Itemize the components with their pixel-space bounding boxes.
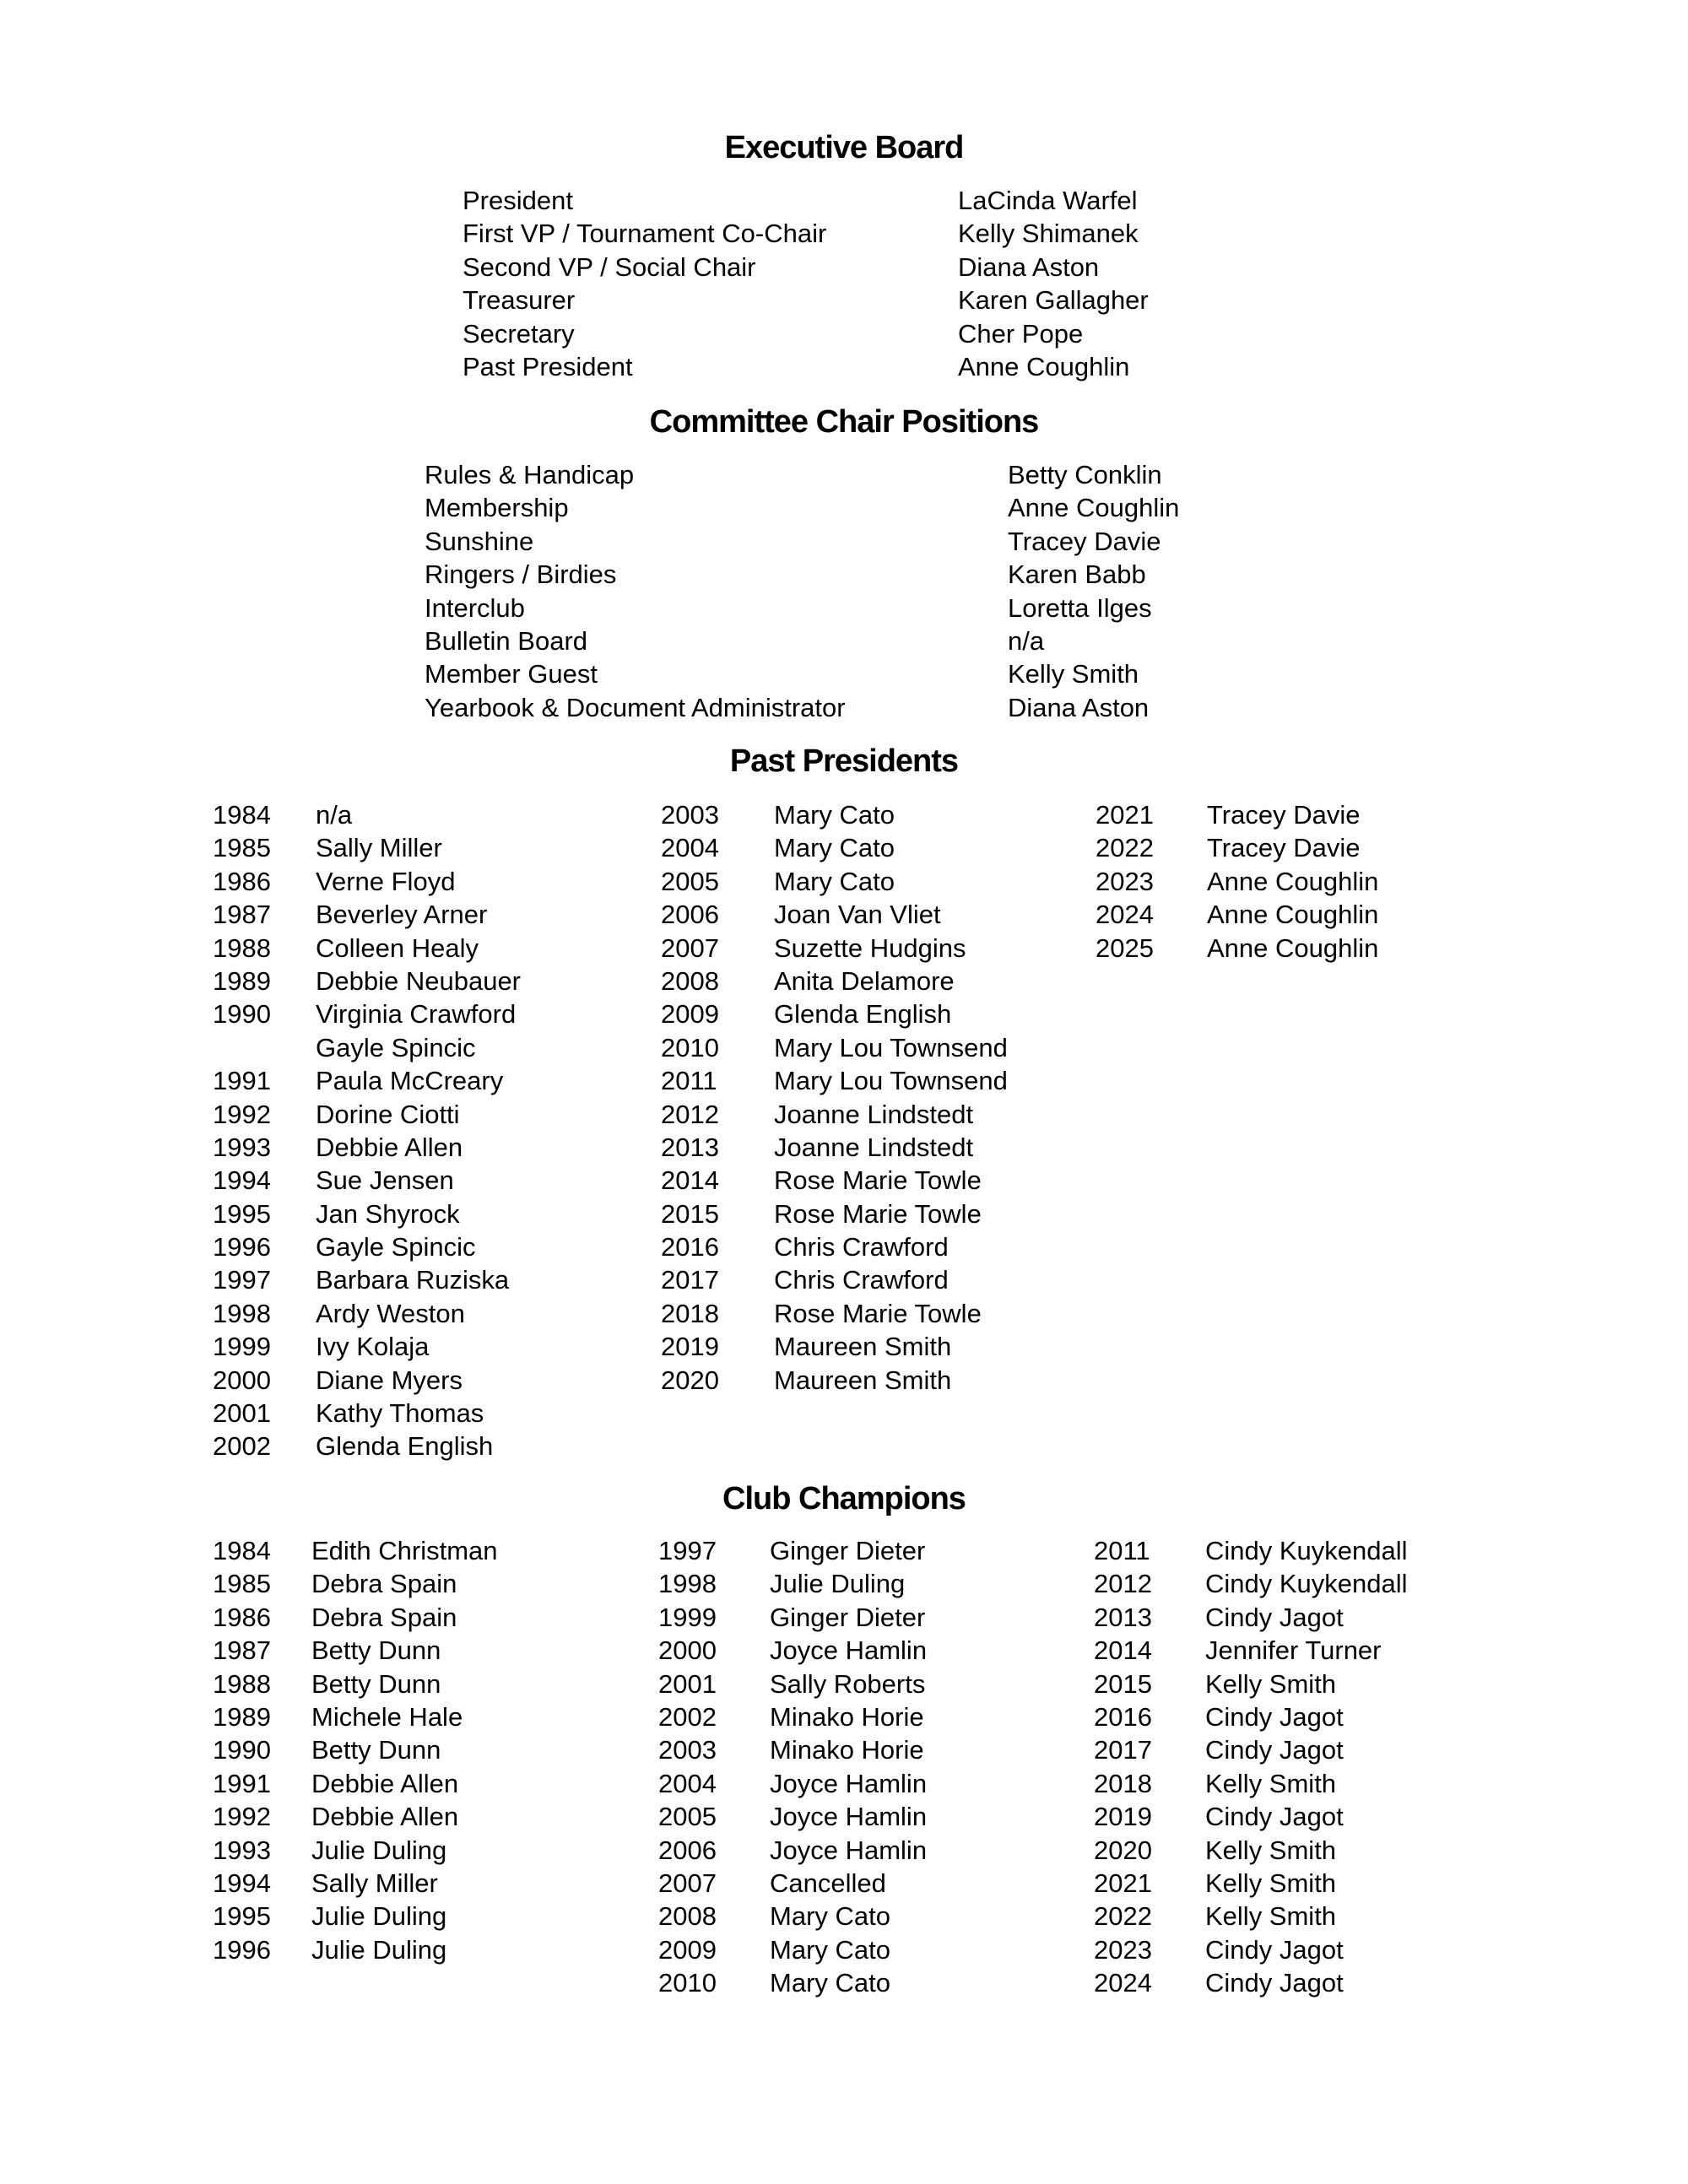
year-column [661,798,719,1397]
member-name: Anita Delamore [774,965,955,996]
member-name: Mary Cato [774,833,895,863]
member-name: Anne Coughlin [1008,493,1180,523]
name-column [311,1534,498,1966]
member-name: Gayle Spincic [316,1232,476,1262]
year-label: 2008 [661,965,719,996]
member-name: Rose Marie Towle [774,1298,982,1328]
member-name: Diana Aston [958,251,1100,282]
year-label: 2003 [661,800,719,830]
name-column [770,1534,927,1999]
year-column [1096,798,1154,965]
position-label: Membership [425,493,569,523]
year-label: 2022 [1096,833,1154,863]
year-label: 2001 [213,1398,271,1429]
year-label: 2016 [661,1232,719,1262]
year-label: 1989 [213,965,271,996]
position-label: Member Guest [425,659,598,689]
year-label [213,1031,271,1064]
member-name: Kelly Smith [1205,1768,1337,1798]
member-name: Mary Cato [774,866,895,896]
member-name: Tracey Davie [1207,833,1361,863]
member-name: n/a [316,800,353,830]
year-label: 2024 [1094,1968,1152,1998]
year-label: 2021 [1094,1868,1152,1898]
member-name: Diana Aston [1008,692,1150,722]
member-name: Mary Cato [770,1968,890,1998]
year-label: 1991 [213,1768,271,1798]
year-label: 2012 [661,1099,719,1129]
member-name: Betty Conklin [1008,460,1162,489]
member-name: Tracey Davie [1207,800,1361,830]
member-name: Mary Lou Townsend [774,1032,1008,1062]
member-name: Cindy Jagot [1205,1802,1344,1832]
year-label: 1985 [213,833,271,863]
member-name: Ginger Dieter [770,1536,926,1565]
committee-positions [425,458,846,724]
member-name: Debbie Allen [316,1132,463,1162]
year-label: 1996 [213,1232,271,1262]
member-name: Maureen Smith [774,1332,952,1362]
year-label: 1998 [213,1298,271,1328]
year-column [213,798,271,1463]
year-label: 1992 [213,1099,271,1129]
year-label: 1997 [658,1536,717,1565]
year-label: 2005 [661,866,719,896]
name-column [1205,1534,1408,1999]
member-name: Julie Duling [311,1901,447,1932]
member-name: Joyce Hamlin [770,1802,928,1832]
member-name: Julie Duling [311,1835,447,1865]
executive-board-positions [463,184,826,383]
year-label: 2004 [658,1768,717,1798]
member-name: Sally Miller [311,1868,438,1898]
member-name: Kelly Smith [1205,1835,1337,1865]
member-name: Kelly Smith [1205,1901,1337,1932]
member-name: Virginia Crawford [316,999,517,1030]
member-name: Kelly Smith [1205,1868,1337,1898]
member-name: Rose Marie Towle [774,1165,982,1196]
member-name: Cindy Jagot [1205,1602,1344,1632]
position-label: Secretary [463,318,575,349]
committee-names [1008,458,1179,724]
year-label: 2011 [661,1066,717,1096]
member-name: Beverley Arner [316,900,488,930]
member-name: Maureen Smith [774,1365,952,1395]
member-name: Debbie Allen [311,1768,459,1798]
member-name: Debbie Neubauer [316,965,522,996]
year-label: 2006 [661,900,719,930]
year-label: 1986 [213,1602,271,1632]
member-name: Colleen Healy [316,933,479,963]
year-label: 1991 [213,1066,271,1096]
member-name: Julie Duling [311,1934,447,1965]
year-label: 1990 [213,999,271,1030]
year-label: 1987 [213,1635,271,1666]
year-label: 1999 [213,1332,271,1362]
year-label: 2004 [661,833,719,863]
member-name: Kathy Thomas [316,1398,484,1429]
year-label: 2021 [1096,800,1154,830]
member-name: Mary Cato [774,800,895,830]
member-name: Cindy Kuykendall [1205,1536,1408,1565]
past-presidents-heading: Past Presidents [729,743,959,779]
year-label: 2009 [658,1934,717,1965]
year-label: 1990 [213,1735,271,1765]
member-name: Cancelled [770,1868,886,1898]
member-name: Edith Christman [311,1536,498,1565]
position-label: Rules & Handicap [425,460,635,489]
name-column [1207,798,1378,965]
position-label: Interclub [425,592,525,623]
year-label: 2019 [661,1332,719,1362]
year-label: 2015 [1094,1668,1152,1699]
executive-board-names [958,184,1149,383]
year-label: 1988 [213,933,271,963]
member-name: Glenda English [774,999,952,1030]
position-label: Ringers / Birdies [425,560,617,590]
year-label: 2000 [213,1365,271,1395]
position-label: Yearbook & Document Administrator [425,692,846,722]
member-name: LaCinda Warfel [958,186,1138,215]
year-label: 2000 [658,1635,717,1666]
year-label: 2009 [661,999,719,1030]
member-name: Minako Horie [770,1701,924,1732]
year-label: 1989 [213,1701,271,1732]
year-label: 1987 [213,900,271,930]
committee-chairs-heading: Committee Chair Positions [649,404,1039,440]
member-name: Kelly Smith [1008,659,1139,689]
member-name: Anne Coughlin [1207,900,1379,930]
club-champions-heading: Club Champions [722,1481,966,1516]
year-label: 2013 [1094,1602,1152,1632]
year-label: 2002 [658,1701,717,1732]
member-name: Jan Shyrock [316,1198,460,1229]
member-name: Barbara Ruziska [316,1265,510,1295]
year-label: 2006 [658,1835,717,1865]
position-label: Sunshine [425,526,534,556]
member-name: Joyce Hamlin [770,1835,928,1865]
year-label: 2012 [1094,1569,1152,1599]
year-label: 2016 [1094,1701,1152,1732]
name-column [316,798,521,1463]
member-name: Verne Floyd [316,866,456,896]
year-label: 2007 [661,933,719,963]
member-name: Joyce Hamlin [770,1635,928,1666]
member-name: Joan Van Vliet [774,900,941,930]
member-name: Cindy Kuykendall [1205,1569,1408,1599]
member-name: Karen Babb [1008,560,1146,590]
member-name: Joyce Hamlin [770,1768,928,1798]
member-name: Gayle Spincic [316,1032,476,1062]
member-name: Glenda English [316,1431,494,1462]
member-name: Rose Marie Towle [774,1198,982,1229]
member-name: Anne Coughlin [1207,866,1379,896]
member-name: Joanne Lindstedt [774,1099,974,1129]
member-name: Cindy Jagot [1205,1968,1344,1998]
member-name: Sue Jensen [316,1165,454,1196]
year-label: 1996 [213,1934,271,1965]
member-name: Sally Roberts [770,1668,926,1699]
member-name: Michele Hale [311,1701,463,1732]
member-name: Betty Dunn [311,1668,441,1699]
year-label: 2025 [1096,933,1154,963]
member-name: Ivy Kolaja [316,1332,430,1362]
member-name: Jennifer Turner [1205,1635,1382,1666]
year-label: 1985 [213,1569,271,1599]
year-label: 2023 [1096,866,1154,896]
year-label: 2011 [1094,1536,1150,1565]
year-label: 1984 [213,800,271,830]
member-name: Chris Crawford [774,1265,949,1295]
position-label: Bulletin Board [425,625,588,656]
member-name: Joanne Lindstedt [774,1132,974,1162]
member-name: Betty Dunn [311,1735,441,1765]
year-label: 2005 [658,1802,717,1832]
year-label: 1993 [213,1835,271,1865]
year-column [213,1534,271,1966]
member-name: Debra Spain [311,1569,457,1599]
year-label: 2019 [1094,1802,1152,1832]
member-name: Paula McCreary [316,1066,504,1096]
executive-board-heading: Executive Board [724,130,964,165]
member-name: Julie Duling [770,1569,906,1599]
member-name: Loretta Ilges [1008,592,1152,623]
year-label: 2024 [1096,900,1154,930]
member-name: Mary Lou Townsend [774,1066,1008,1096]
year-label: 2022 [1094,1901,1152,1932]
member-name: Chris Crawford [774,1232,949,1262]
year-label: 2003 [658,1735,717,1765]
position-label: Second VP / Social Chair [463,251,756,282]
year-label: 2015 [661,1198,719,1229]
year-label: 1994 [213,1165,271,1196]
year-label: 1995 [213,1901,271,1932]
year-label: 2008 [658,1901,717,1932]
year-label: 2010 [661,1032,719,1062]
year-label: 2018 [1094,1768,1152,1798]
member-name: Tracey Davie [1008,526,1161,556]
year-label: 2017 [661,1265,719,1295]
year-label: 1984 [213,1536,271,1565]
year-label: 2020 [661,1365,719,1395]
member-name: Betty Dunn [311,1635,441,1666]
year-label: 2018 [661,1298,719,1328]
name-column [774,798,1008,1397]
member-name: Kelly Shimanek [958,219,1139,249]
position-label: First VP / Tournament Co-Chair [463,219,827,249]
member-name: Suzette Hudgins [774,933,966,963]
year-label: 2001 [658,1668,717,1699]
member-name: Mary Cato [770,1934,890,1965]
year-label: 1993 [213,1132,271,1162]
year-label: 2017 [1094,1735,1152,1765]
year-label: 2010 [658,1968,717,1998]
year-label: 1992 [213,1802,271,1832]
member-name: Diane Myers [316,1365,463,1395]
year-label: 2007 [658,1868,717,1898]
year-label: 2023 [1094,1934,1152,1965]
year-label: 2014 [1094,1635,1152,1666]
position-label: Treasurer [463,285,576,316]
member-name: n/a [1008,625,1045,656]
year-label: 2013 [661,1132,719,1162]
member-name: Kelly Smith [1205,1668,1337,1699]
member-name: Minako Horie [770,1735,924,1765]
year-column [658,1534,717,1999]
year-label: 1986 [213,866,271,896]
member-name: Debra Spain [311,1602,457,1632]
member-name: Cindy Jagot [1205,1701,1344,1732]
year-label: 1994 [213,1868,271,1898]
member-name: Dorine Ciotti [316,1099,460,1129]
year-label: 2020 [1094,1835,1152,1865]
member-name: Ginger Dieter [770,1602,926,1632]
year-column [1094,1534,1152,1999]
member-name: Ardy Weston [316,1298,465,1328]
member-name: Anne Coughlin [958,351,1130,381]
year-label: 1998 [658,1569,717,1599]
member-name: Karen Gallagher [958,285,1149,316]
member-name: Sally Miller [316,833,442,863]
member-name: Cher Pope [958,318,1084,349]
year-label: 1997 [213,1265,271,1295]
member-name: Mary Cato [770,1901,890,1932]
year-label: 1995 [213,1198,271,1229]
year-label: 1988 [213,1668,271,1699]
member-name: Anne Coughlin [1207,933,1379,963]
year-label: 1999 [658,1602,717,1632]
member-name: Cindy Jagot [1205,1934,1344,1965]
position-label: Past President [463,351,633,381]
year-label: 2014 [661,1165,719,1196]
member-name: Cindy Jagot [1205,1735,1344,1765]
member-name: Debbie Allen [311,1802,459,1832]
year-label: 2002 [213,1431,271,1462]
position-label: President [463,186,573,215]
